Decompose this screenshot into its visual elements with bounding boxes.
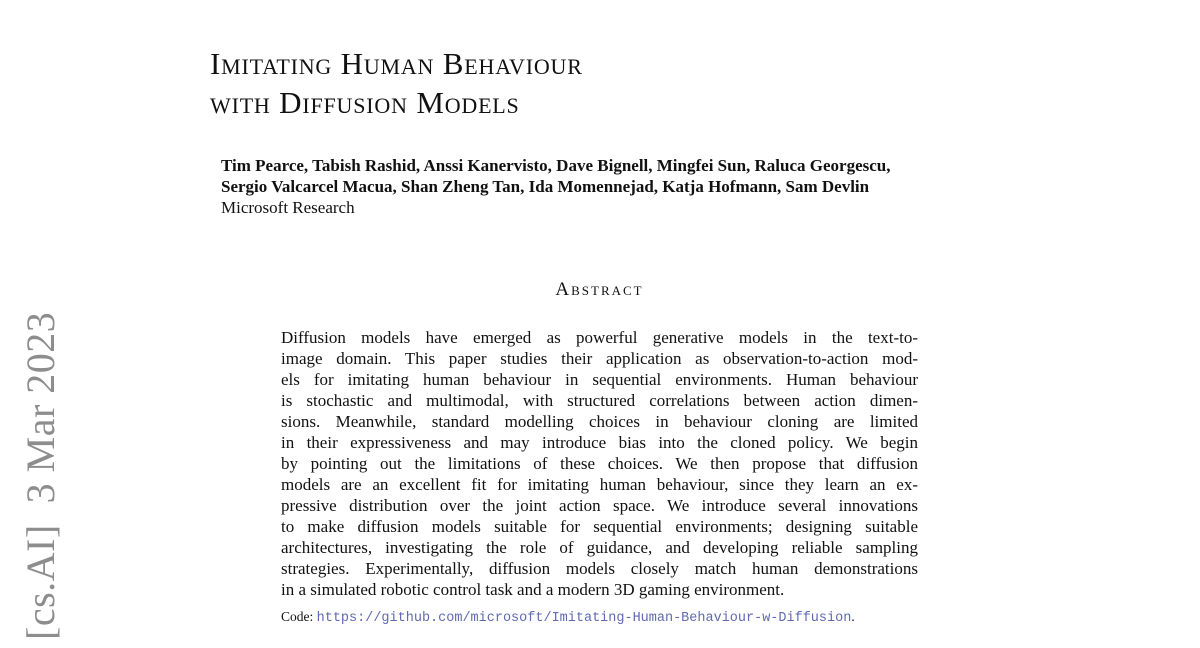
code-period: . bbox=[851, 609, 855, 624]
abstract-body bbox=[281, 327, 918, 600]
abstract-line: in their expressiveness and may introduce bias into the cloned policy. We begin bbox=[281, 433, 918, 452]
abstract-line: Diffusion models have emerged as powerful generative models in the text-to- bbox=[281, 328, 918, 347]
code-line bbox=[281, 609, 855, 627]
abstract-line: strategies. Experimentally, diffusion models closely match human demonstrations bbox=[281, 559, 918, 578]
abstract-line: els for imitating human behaviour in sequential environments. Human behaviour bbox=[281, 370, 918, 389]
abstract-line: architectures, investigating the role of guidance, and developing reliable sampling bbox=[281, 538, 918, 557]
title-line-1: Imitating Human Behaviour bbox=[210, 46, 583, 81]
authors-line-1: Tim Pearce, Tabish Rashid, Anssi Kanervisto, Dave Bignell, Mingfei Sun, Raluca Georgescu, bbox=[221, 156, 891, 175]
authors-line-2: Sergio Valcarcel Macua, Shan Zheng Tan, Ida Momennejad, Katja Hofmann, Sam Devlin bbox=[221, 177, 870, 196]
abstract-line: models are an excellent fit for imitating human behaviour, since they learn an ex- bbox=[281, 475, 918, 494]
abstract-line: pressive distribution over the joint action space. We introduce several innovations bbox=[281, 496, 918, 515]
title-line-2: with Diffusion Models bbox=[210, 85, 520, 120]
abstract-line: image domain. This paper studies their application as observation-to-action mod- bbox=[281, 349, 918, 368]
code-label: Code: bbox=[281, 609, 317, 624]
abstract-line: sions. Meanwhile, standard modelling choices in behaviour cloning are limited bbox=[281, 412, 918, 431]
abstract-line: to make diffusion models suitable for sequential environments; designing suitable bbox=[281, 517, 918, 536]
abstract-line: by pointing out the limitations of these choices. We then propose that diffusion bbox=[281, 454, 918, 473]
author-block bbox=[221, 155, 891, 218]
abstract-line: in a simulated robotic control task and a modern 3D gaming environment. bbox=[281, 580, 785, 599]
code-repo-link[interactable]: https://github.com/microsoft/Imitating-Human-Behaviour-w-Diffusion bbox=[316, 611, 852, 626]
affiliation: Microsoft Research bbox=[221, 198, 355, 217]
arxiv-stamp: [cs.AI] 3 Mar 2023 bbox=[18, 311, 63, 640]
abstract-heading: Abstract bbox=[555, 279, 644, 300]
abstract-line: is stochastic and multimodal, with structured correlations between action dimen- bbox=[281, 391, 918, 410]
paper-title bbox=[210, 44, 583, 122]
